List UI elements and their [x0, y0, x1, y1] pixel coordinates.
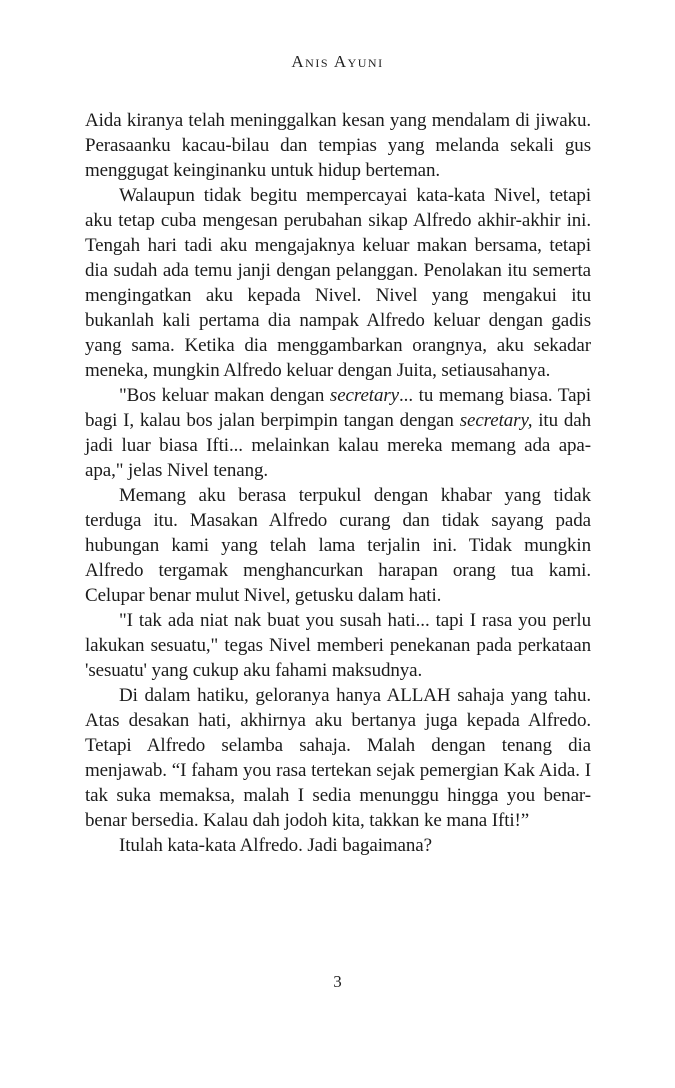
text-segment: Walaupun tidak begitu mempercayai kata-kata Nivel, tetapi aku tetap cuba mengesan perubahan sikap Alfredo akhir-akhir ini. Tengah hari tadi aku mengajaknya keluar makan bersama, tetapi dia sudah ada temu janji dengan pelanggan. Penolakan itu semerta mengingatkan aku kepada Nivel. Nivel yang mengakui itu bukanlah kali pertama dia nampak Alfredo keluar dengan gadis yang sama. Ketika dia menggambarkan orangnya, aku sekadar meneka, mungkin Alfredo keluar dengan Juita, setiausahanya. [85, 185, 591, 381]
paragraph [85, 108, 591, 183]
text-segment: "I tak ada niat nak buat you susah hati... tapi I rasa you perlu lakukan sesuatu," tegas Nivel memberi penekanan pada perkataan 'sesuatu' yang cukup aku fahami maksudnya. [85, 610, 591, 681]
text-segment: Aida kiranya telah meninggalkan kesan yang mendalam di jiwaku. Perasaanku kacau-bilau dan tempias yang melanda sekali gus menggugat keinginanku untuk hidup berteman. [85, 110, 591, 181]
paragraph [85, 183, 591, 383]
text-segment: Memang aku berasa terpukul dengan khabar yang tidak terduga itu. Masakan Alfredo curang dan tidak sayang pada hubungan kami yang telah lama terjalin ini. Tidak mungkin Alfredo tergamak menghancurkan harapan orang tua kami. Celupar benar mulut Nivel, getusku dalam hati. [85, 485, 591, 606]
italic-text-segment: secretary [329, 385, 400, 406]
text-segment: Itulah kata-kata Alfredo. Jadi bagaimana? [119, 835, 432, 856]
running-head-author: Anis Ayuni [291, 52, 384, 71]
page-number: 3 [333, 972, 342, 991]
paragraph [85, 383, 591, 483]
body-text-block [85, 108, 591, 858]
paragraph [85, 833, 591, 858]
text-segment: Di dalam hatiku, geloranya hanya ALLAH sahaja yang tahu. Atas desakan hati, akhirnya aku bertanya juga kepada Alfredo. Tetapi Alfredo selamba sahaja. Malah dengan tenang dia menjawab. “I faham you rasa tertekan sejak pemergian Kak Aida. I tak suka memaksa, malah I sedia menunggu hingga you benar-benar bersedia. Kalau dah jodoh kita, takkan ke mana Ifti!” [85, 685, 591, 831]
italic-text-segment: secretary, [459, 410, 533, 431]
paragraph [85, 483, 591, 608]
paragraph [85, 608, 591, 683]
text-segment: itu dah jadi luar biasa Ifti... melainkan kalau mereka memang ada apa-apa," jelas Nivel tenang. [85, 410, 591, 481]
text-segment: "Bos keluar makan dengan [119, 385, 330, 406]
text-segment: ... tu memang biasa. Tapi bagi I, kalau bos jalan berpimpin tangan dengan [85, 385, 592, 431]
paragraph [85, 683, 591, 833]
